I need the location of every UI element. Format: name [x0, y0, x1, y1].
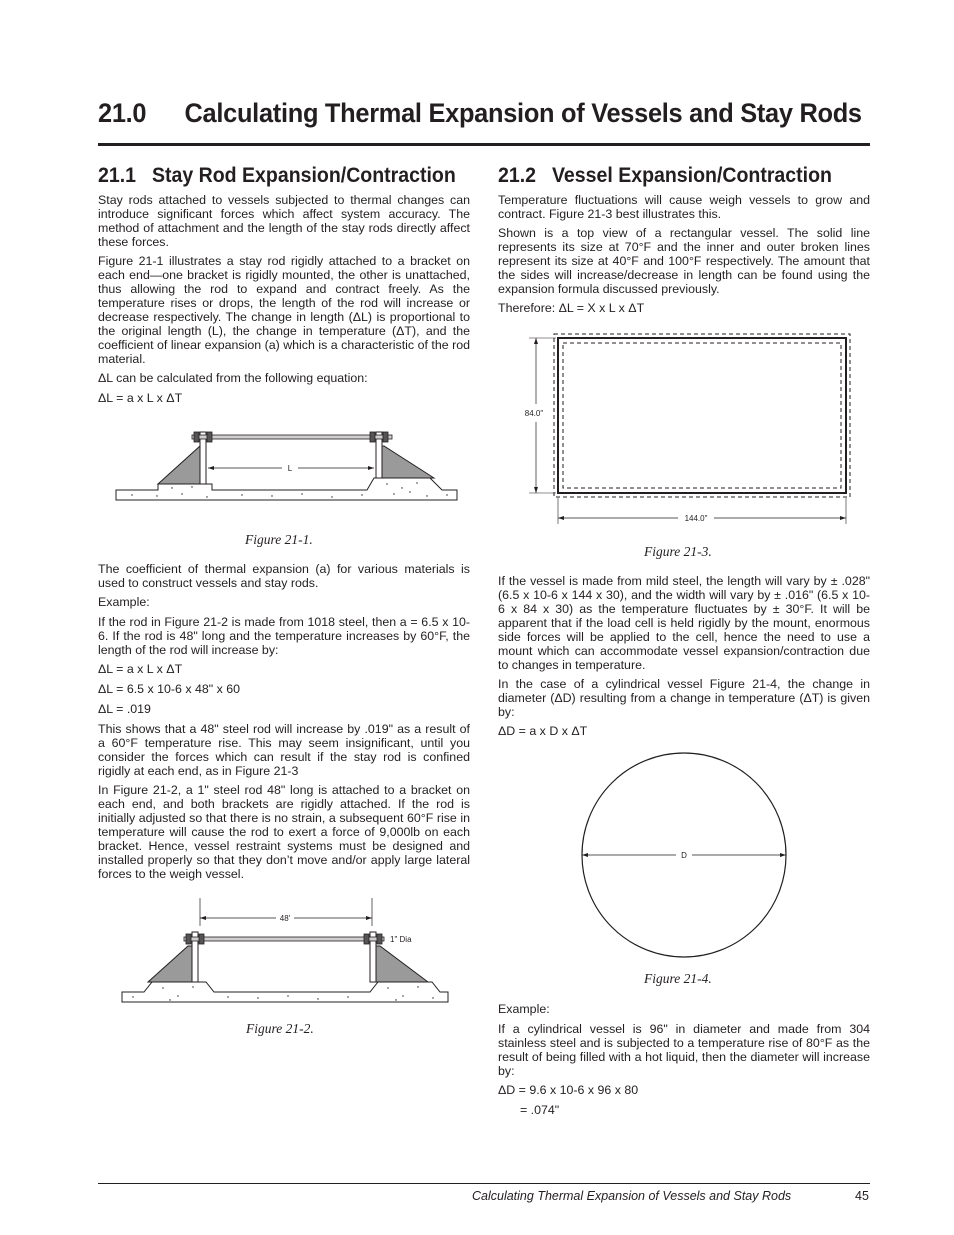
- figure-21-4-diagram: [578, 752, 792, 962]
- figure-21-2-length-label: 48': [279, 914, 291, 923]
- subsection-heading-21-1: [98, 164, 456, 188]
- paragraph: If a cylindrical vessel is 96" in diameter and made from 304 stainless steel and is subjected to a temperature rise of 80°F as the result of being filled with a hot liquid, then the diameter will increase by:: [498, 1022, 870, 1078]
- page-title: [98, 98, 862, 129]
- equation: ΔL = a x L x ΔT: [98, 391, 183, 405]
- paragraph: Stay rods attached to vessels subjected to thermal changes can introduce significant forces which affect system accuracy. The method of attachment and the length of the stay rods directly affect these forces.: [98, 193, 470, 249]
- equation: = .074": [520, 1103, 560, 1117]
- left-column-top: [98, 193, 470, 411]
- paragraph: Figure 21-1 illustrates a stay rod rigidly attached to a bracket on each end—one bracket is rigidly mounted, the other is unattached, thus allowing the rod to expand and contract freely. As the temperature rises or drops, the length of the rod will increase or decrease respectively. The change in length (ΔL) is proportional to the original length (L), the change in temperature (ΔT), and the coefficient of linear expansion (a) which is a characteristic of the rod material.: [98, 254, 470, 366]
- paragraph: Example:: [498, 1002, 550, 1016]
- paragraph: In Figure 21-2, a 1" steel rod 48" long is attached to a bracket on each end, and both brackets are rigidly attached. If the rod is initially adjusted so that there is no strain, a subsequent 60°F rise in temperature will cause the rod to exert a force of 9,000lb on each bracket. Hence, vessel restraint systems must be designed and installed properly so that they don’t move and/or apply large lateral forces to the weigh vessel.: [98, 783, 470, 881]
- subsection-title: Vessel Expansion/Contraction: [551, 164, 832, 187]
- paragraph: Example:: [98, 595, 150, 609]
- equation: ΔL = 6.5 x 10-6 x 48" x 60: [98, 682, 241, 696]
- figure-21-1-caption: Figure 21-1.: [245, 532, 313, 547]
- subsection-title: Stay Rod Expansion/Contraction: [151, 164, 456, 187]
- figure-21-3-caption: Figure 21-3.: [644, 544, 712, 559]
- figure-21-2-diagram: [118, 896, 458, 1006]
- paragraph: In the case of a cylindrical vessel Figure 21-4, the change in diameter (ΔD) resulting from a change in temperature (ΔT) is given by:: [498, 677, 870, 719]
- subsection-heading-21-2: [498, 164, 832, 188]
- right-column-bottom: [498, 1002, 870, 1123]
- footer-title: Calculating Thermal Expansion of Vessels and Stay Rods: [472, 1189, 792, 1203]
- page-number: 45: [855, 1189, 869, 1203]
- paragraph: This shows that a 48" steel rod will increase by .019" as a result of a 60°F temperature rise. This may seem insignificant, until you consider the forces which can result if the stay rod is confined rigidly at each end, as in Figure 21-3: [98, 722, 470, 778]
- paragraph: Therefore: ΔL = X x L x ΔT: [498, 301, 645, 315]
- paragraph: Shown is a top view of a rectangular vessel. The solid line represents its size at 70°F and the inner and outer broken lines represent its size at 40°F and 100°F respectively. The amount that the sides will increase/decrease in length can be found using the expansion formula discussed previously.: [498, 226, 870, 296]
- equation: ΔL = a x L x ΔT: [98, 662, 183, 676]
- title-rule: [98, 143, 870, 146]
- subsection-number: 21.2: [498, 164, 537, 187]
- figure-21-3-height-label: 84.0": [524, 409, 544, 418]
- paragraph: The coefficient of thermal expansion (a) for various materials is used to construct vessels and stay rods.: [98, 562, 470, 590]
- figure-21-3-diagram: [514, 328, 859, 528]
- left-column-bottom: [98, 562, 470, 886]
- figure-21-2-diameter-label: 1" Dia: [390, 935, 412, 944]
- section-title: Calculating Thermal Expansion of Vessels and Stay Rods: [184, 98, 862, 128]
- section-number: 21.0: [98, 98, 147, 128]
- paragraph: Temperature fluctuations will cause weigh vessels to grow and contract. Figure 21-3 best illustrates this.: [498, 193, 870, 221]
- paragraph: If the vessel is made from mild steel, the length will vary by ± .028" (6.5 x 10-6 x 144 x 30), and the width will vary by ± .016" (6.5 x 10-6 x 84 x 30) as the temperature fluctuates by ± 30°F. It will be apparent that if the load cell is held rigidly by the mount, enormous side forces will be applied to the cell, hence the need to use a mount which can accommodate vessel expansion/contraction due to changes in temperature.: [498, 574, 870, 672]
- equation: ΔD = 9.6 x 10-6 x 96 x 80: [498, 1083, 639, 1097]
- paragraph: If the rod in Figure 21-2 is made from 1018 steel, then a = 6.5 x 10-6. If the rod is 48" long and the temperature increases by 60°F, the length of the rod will increase by:: [98, 615, 470, 657]
- right-column-middle: [498, 574, 870, 744]
- figure-21-3-width-label: 144.0": [684, 514, 708, 523]
- footer-rule: [98, 1183, 870, 1184]
- paragraph: ΔL can be calculated from the following equation:: [98, 371, 368, 385]
- equation: ΔD = a x D x ΔT: [498, 724, 588, 738]
- equation: ΔL = .019: [98, 702, 151, 716]
- subsection-number: 21.1: [98, 164, 137, 187]
- figure-21-1-diagram: [112, 422, 462, 502]
- figure-21-1-length-label: L: [287, 464, 293, 473]
- figure-21-2-caption: Figure 21-2.: [246, 1021, 314, 1036]
- figure-21-4-diameter-label: D: [681, 851, 687, 860]
- right-column-top: [498, 193, 870, 321]
- figure-21-4-caption: Figure 21-4.: [644, 971, 712, 986]
